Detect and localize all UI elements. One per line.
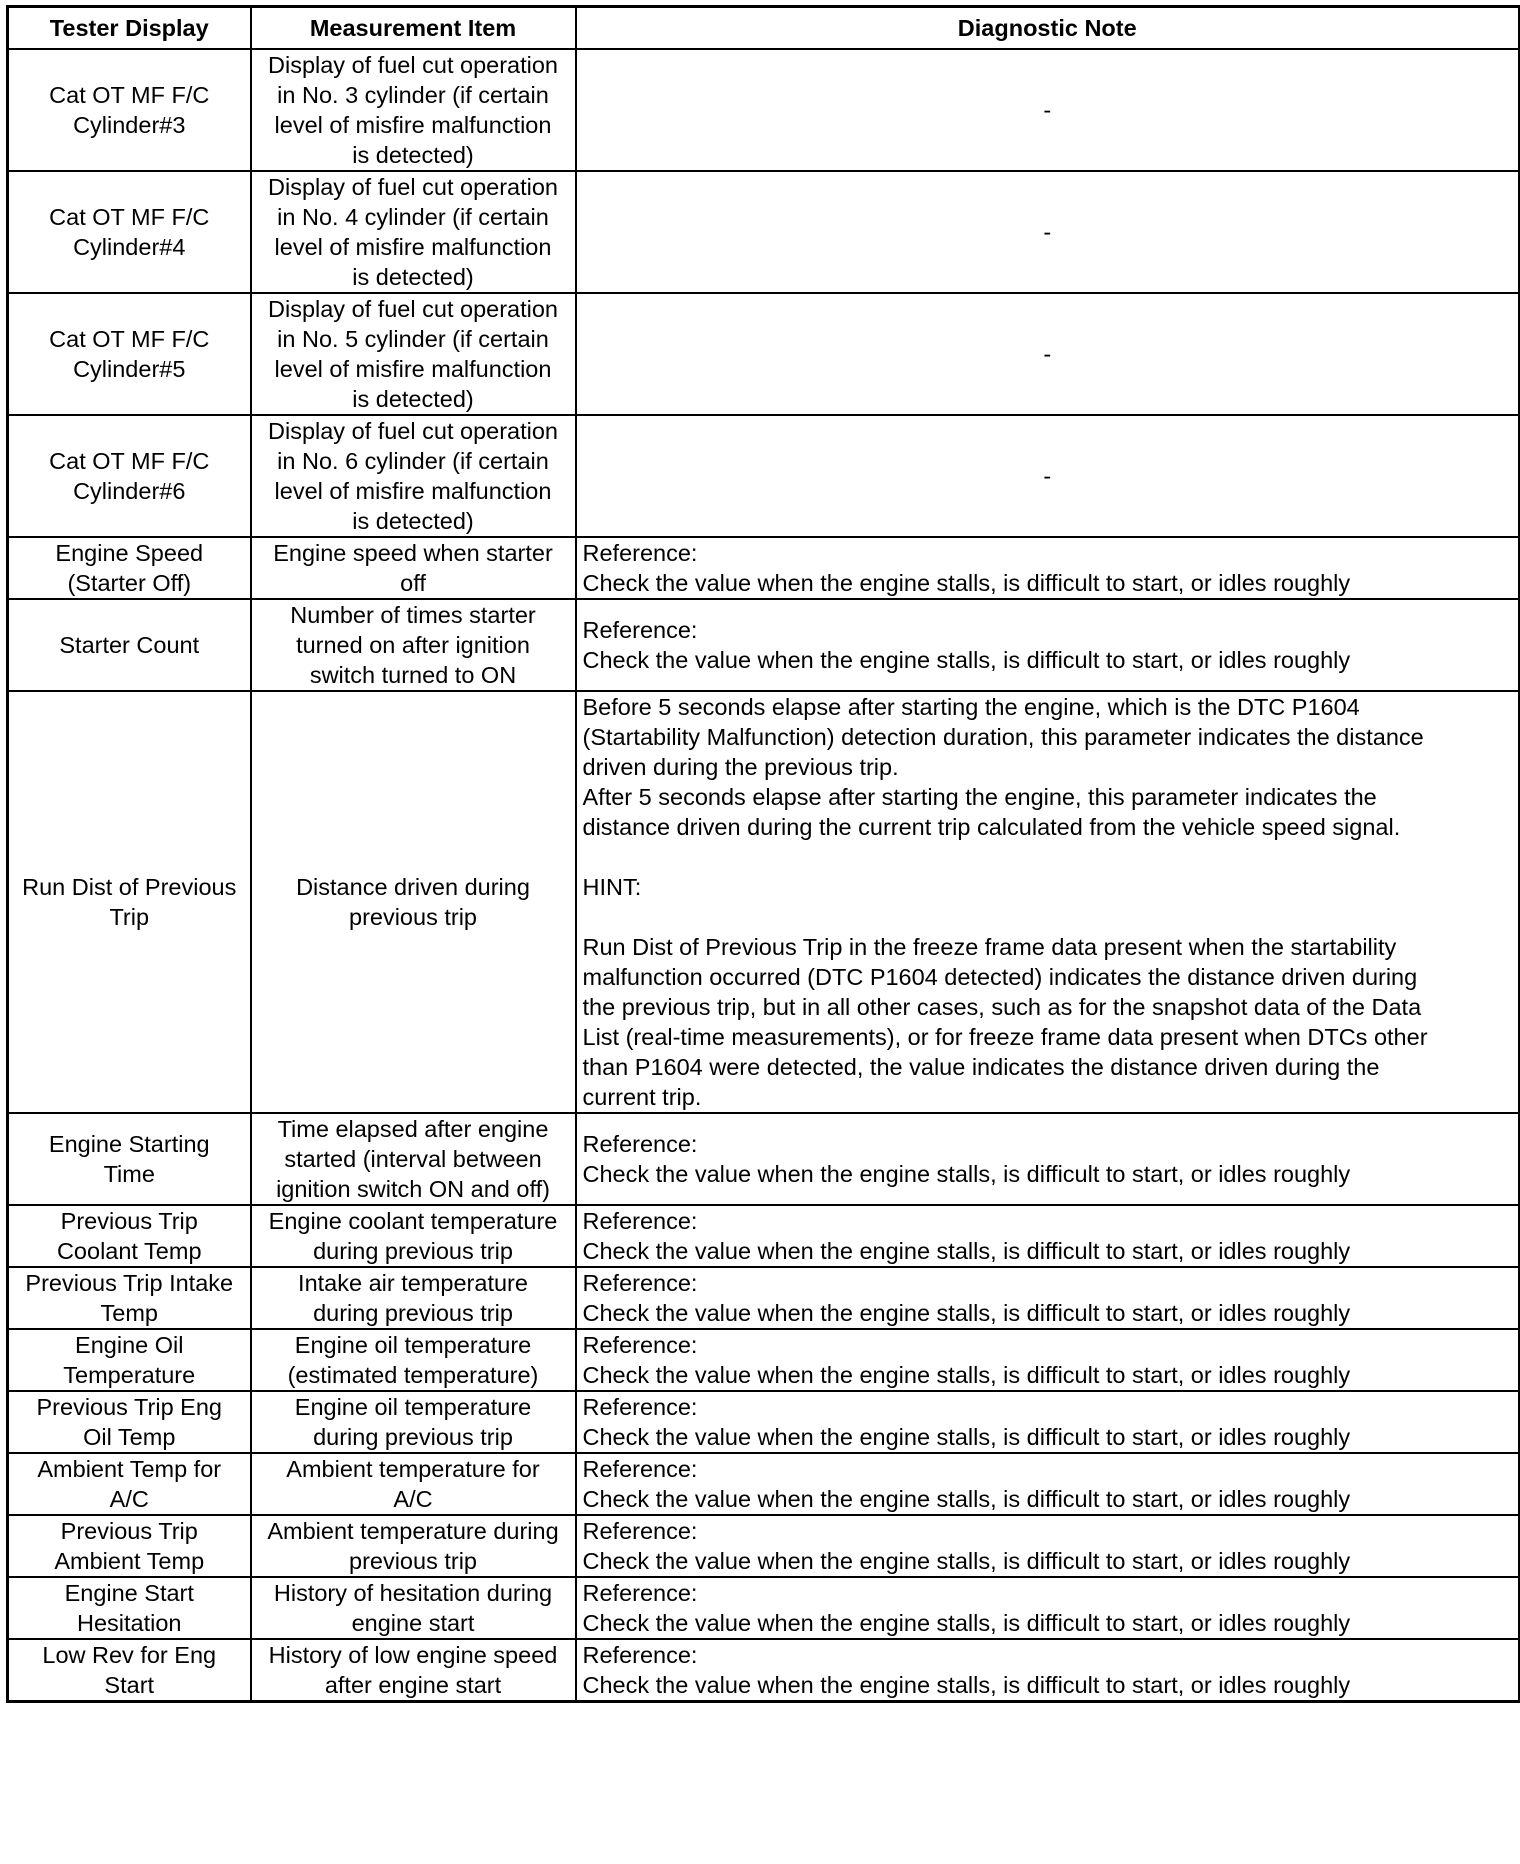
tester-display-cell-line: Ambient Temp	[54, 1548, 205, 1574]
diagnostic-note-cell-line: Check the value when the engine stalls, is difficult to start, or idles roughly	[582, 1610, 1351, 1636]
tester-display-cell-line: Engine Speed	[55, 540, 204, 566]
measurement-item-cell-line: previous trip	[349, 904, 477, 930]
tester-display-cell-line: Cat OT MF F/C	[49, 82, 210, 108]
diagnostic-note-cell	[576, 1391, 1520, 1453]
data-list-table-container	[6, 5, 1520, 1703]
measurement-item-cell-line: started (interval between	[284, 1146, 542, 1172]
measurement-item-cell	[251, 1515, 576, 1577]
tester-display-cell-line: Engine Starting	[48, 1131, 210, 1157]
diagnostic-note-cell-line: Check the value when the engine stalls, is difficult to start, or idles roughly	[582, 570, 1351, 596]
tester-display-cell-line: Engine Start	[64, 1580, 194, 1606]
diagnostic-note-cell-line: HINT:	[582, 874, 642, 900]
measurement-item-cell	[251, 1453, 576, 1515]
measurement-item-cell	[251, 293, 576, 415]
measurement-item-cell-line: after engine start	[324, 1672, 502, 1698]
tester-display-cell-line: Oil Temp	[83, 1424, 176, 1450]
diagnostic-note-cell-line: Check the value when the engine stalls, is difficult to start, or idles roughly	[582, 1672, 1351, 1698]
measurement-item-cell-line: level of misfire malfunction	[274, 356, 552, 382]
measurement-item-cell-line: in No. 5 cylinder (if certain	[277, 326, 549, 352]
measurement-item-cell-line: level of misfire malfunction	[274, 234, 552, 260]
measurement-item-cell-line: Number of times starter	[290, 602, 536, 628]
diagnostic-note-cell	[576, 1113, 1520, 1205]
table-row	[8, 171, 1520, 293]
diagnostic-note-cell-line: current trip.	[582, 1084, 702, 1110]
measurement-item-cell-line: History of low engine speed	[268, 1642, 558, 1668]
diagnostic-note-cell-line: -	[1043, 341, 1052, 367]
diagnostic-note-cell-line: Reference:	[582, 617, 698, 643]
measurement-item-cell	[251, 1329, 576, 1391]
measurement-item-cell-line: History of hesitation during	[273, 1580, 553, 1606]
diagnostic-note-cell-line: -	[1043, 97, 1052, 123]
measurement-item-cell-line: turned on after ignition	[296, 632, 530, 658]
diagnostic-note-cell-line: Reference:	[582, 1332, 698, 1358]
diagnostic-note-cell-line: (Startability Malfunction) detection duration, this parameter indicates the distance	[582, 724, 1424, 750]
table-row	[8, 1329, 1520, 1391]
table-row	[8, 1577, 1520, 1639]
diagnostic-note-cell	[576, 1577, 1520, 1639]
diagnostic-note-cell-line: Reference:	[582, 1580, 698, 1606]
table-row	[8, 1267, 1520, 1329]
measurement-item-cell-line: in No. 3 cylinder (if certain	[277, 82, 549, 108]
tester-display-cell-line: Temp	[100, 1300, 158, 1326]
table-row	[8, 1205, 1520, 1267]
diagnostic-note-cell	[576, 1329, 1520, 1391]
tester-display-cell	[8, 1453, 251, 1515]
measurement-item-cell-line: is detected)	[352, 386, 474, 412]
diagnostic-note-cell-line: Check the value when the engine stalls, is difficult to start, or idles roughly	[582, 1238, 1351, 1264]
measurement-item-cell-line: previous trip	[349, 1548, 477, 1574]
measurement-item-cell-line: Display of fuel cut operation	[268, 174, 558, 200]
table-body	[8, 49, 1520, 1702]
measurement-item-cell-line: Engine oil temperature	[294, 1394, 532, 1420]
measurement-item-cell	[251, 1639, 576, 1702]
diagnostic-note-cell-line: List (real-time measurements), or for freeze frame data present when DTCs other	[582, 1024, 1428, 1050]
tester-display-cell	[8, 599, 251, 691]
measurement-item-cell-line: Display of fuel cut operation	[268, 418, 558, 444]
measurement-item-cell-line: Engine oil temperature	[294, 1332, 532, 1358]
diagnostic-note-cell-line: Reference:	[582, 1131, 698, 1157]
tester-display-cell-line: Cat OT MF F/C	[49, 204, 210, 230]
measurement-item-cell	[251, 691, 576, 1113]
data-list-table	[6, 5, 1520, 1703]
blank-line	[583, 902, 1513, 932]
table-row	[8, 1515, 1520, 1577]
tester-display-cell-line: Previous Trip	[60, 1518, 198, 1544]
tester-display-cell-line: Ambient Temp for	[37, 1456, 222, 1482]
diagnostic-note-cell	[576, 171, 1520, 293]
diagnostic-note-cell-line: Check the value when the engine stalls, is difficult to start, or idles roughly	[582, 1486, 1351, 1512]
tester-display-cell-line: Start	[104, 1672, 155, 1698]
measurement-item-cell-line: switch turned to ON	[309, 662, 517, 688]
tester-display-cell-line: Previous Trip Intake	[25, 1270, 234, 1296]
table-row	[8, 49, 1520, 171]
tester-display-cell-line: Temperature	[63, 1362, 196, 1388]
measurement-item-cell-line: in No. 4 cylinder (if certain	[277, 204, 549, 230]
tester-display-cell	[8, 691, 251, 1113]
measurement-item-cell-line: is detected)	[352, 264, 474, 290]
diagnostic-note-cell-line: Check the value when the engine stalls, is difficult to start, or idles roughly	[582, 1424, 1351, 1450]
measurement-item-cell	[251, 1577, 576, 1639]
table-row	[8, 1639, 1520, 1702]
measurement-item-cell-line: Engine speed when starter	[273, 540, 553, 566]
tester-display-cell-line: Hesitation	[77, 1610, 182, 1636]
table-row	[8, 1113, 1520, 1205]
measurement-item-cell-line: A/C	[393, 1486, 433, 1512]
tester-display-cell	[8, 1329, 251, 1391]
measurement-item-cell-line: Intake air temperature	[298, 1270, 528, 1296]
tester-display-cell-line: Starter Count	[59, 632, 200, 658]
tester-display-cell	[8, 1639, 251, 1702]
measurement-item-cell-line: Engine coolant temperature	[268, 1208, 558, 1234]
measurement-item-cell	[251, 1267, 576, 1329]
measurement-item-cell	[251, 537, 576, 599]
tester-display-cell	[8, 293, 251, 415]
tester-display-cell-line: Previous Trip	[60, 1208, 198, 1234]
table-row	[8, 537, 1520, 599]
tester-display-cell-line: Time	[103, 1161, 155, 1187]
table-row	[8, 293, 1520, 415]
tester-display-cell-line: Run Dist of Previous	[22, 874, 237, 900]
tester-display-cell-line: Low Rev for Eng	[42, 1642, 217, 1668]
tester-display-cell	[8, 171, 251, 293]
tester-display-cell	[8, 1577, 251, 1639]
measurement-item-cell	[251, 1205, 576, 1267]
tester-display-cell	[8, 1515, 251, 1577]
diagnostic-note-cell-line: Check the value when the engine stalls, is difficult to start, or idles roughly	[582, 1548, 1351, 1574]
table-row	[8, 691, 1520, 1113]
tester-display-cell	[8, 1267, 251, 1329]
tester-display-cell-line: (Starter Off)	[67, 570, 192, 596]
diagnostic-note-cell-line: Reference:	[582, 1208, 698, 1234]
header-measurement-item: Measurement Item	[251, 7, 576, 50]
diagnostic-note-cell	[576, 1205, 1520, 1267]
diagnostic-note-cell-line: After 5 seconds elapse after starting the engine, this parameter indicates the	[582, 784, 1377, 810]
tester-display-cell	[8, 1391, 251, 1453]
measurement-item-cell-line: is detected)	[352, 508, 474, 534]
measurement-item-cell-line: in No. 6 cylinder (if certain	[277, 448, 549, 474]
measurement-item-cell-line: during previous trip	[313, 1424, 513, 1450]
tester-display-cell-line: Cat OT MF F/C	[49, 448, 210, 474]
table-row	[8, 1391, 1520, 1453]
diagnostic-note-cell-line: -	[1043, 463, 1052, 489]
measurement-item-cell-line: level of misfire malfunction	[274, 478, 552, 504]
diagnostic-note-cell	[576, 49, 1520, 171]
diagnostic-note-cell-line: Check the value when the engine stalls, is difficult to start, or idles roughly	[582, 1362, 1351, 1388]
diagnostic-note-cell-line: Reference:	[582, 1270, 698, 1296]
diagnostic-note-cell	[576, 415, 1520, 537]
measurement-item-cell-line: Ambient temperature during	[267, 1518, 559, 1544]
measurement-item-cell-line: Display of fuel cut operation	[268, 296, 558, 322]
diagnostic-note-cell	[576, 1515, 1520, 1577]
measurement-item-cell-line: Display of fuel cut operation	[268, 52, 558, 78]
header-tester-display: Tester Display	[8, 7, 251, 50]
measurement-item-cell-line: is detected)	[352, 142, 474, 168]
measurement-item-cell-line: Distance driven during	[296, 874, 530, 900]
diagnostic-note-cell	[576, 293, 1520, 415]
table-row	[8, 599, 1520, 691]
measurement-item-cell	[251, 599, 576, 691]
measurement-item-cell-line: level of misfire malfunction	[274, 112, 552, 138]
measurement-item-cell	[251, 415, 576, 537]
blank-line	[583, 842, 1513, 872]
diagnostic-note-cell-line: Reference:	[582, 1394, 698, 1420]
tester-display-cell-line: Cylinder#3	[73, 112, 186, 138]
tester-display-cell	[8, 49, 251, 171]
diagnostic-note-cell	[576, 1453, 1520, 1515]
tester-display-cell	[8, 537, 251, 599]
tester-display-cell	[8, 1113, 251, 1205]
diagnostic-note-cell-line: the previous trip, but in all other cases, such as for the snapshot data of the Data	[582, 994, 1422, 1020]
table-row	[8, 1453, 1520, 1515]
diagnostic-note-cell-line: Reference:	[582, 1456, 698, 1482]
diagnostic-note-cell-line: malfunction occurred (DTC P1604 detected) indicates the distance driven during	[582, 964, 1418, 990]
diagnostic-note-cell-line: driven during the previous trip.	[582, 754, 899, 780]
diagnostic-note-cell-line: Run Dist of Previous Trip in the freeze frame data present when the startability	[582, 934, 1397, 960]
table-row	[8, 415, 1520, 537]
measurement-item-cell	[251, 49, 576, 171]
diagnostic-note-cell	[576, 691, 1520, 1113]
measurement-item-cell-line: during previous trip	[313, 1238, 513, 1264]
tester-display-cell-line: Cat OT MF F/C	[49, 326, 210, 352]
diagnostic-note-cell-line: Reference:	[582, 1642, 698, 1668]
measurement-item-cell-line: ignition switch ON and off)	[276, 1176, 550, 1202]
tester-display-cell-line: Coolant Temp	[56, 1238, 202, 1264]
measurement-item-cell-line: (estimated temperature)	[287, 1362, 539, 1388]
diagnostic-note-cell	[576, 1267, 1520, 1329]
diagnostic-note-cell	[576, 537, 1520, 599]
tester-display-cell-line: Trip	[109, 904, 150, 930]
diagnostic-note-cell-line: Reference:	[582, 1518, 698, 1544]
measurement-item-cell	[251, 171, 576, 293]
diagnostic-note-cell	[576, 1639, 1520, 1702]
diagnostic-note-cell-line: Check the value when the engine stalls, is difficult to start, or idles roughly	[582, 1161, 1351, 1187]
diagnostic-note-cell-line: distance driven during the current trip calculated from the vehicle speed signal.	[582, 814, 1401, 840]
tester-display-cell-line: Cylinder#4	[73, 234, 186, 260]
diagnostic-note-cell-line: Check the value when the engine stalls, is difficult to start, or idles roughly	[582, 1300, 1351, 1326]
tester-display-cell-line: Cylinder#5	[73, 356, 186, 382]
tester-display-cell-line: Engine Oil	[75, 1332, 184, 1358]
tester-display-cell	[8, 1205, 251, 1267]
diagnostic-note-cell-line: Reference:	[582, 540, 698, 566]
tester-display-cell-line: A/C	[109, 1486, 149, 1512]
measurement-item-cell	[251, 1391, 576, 1453]
measurement-item-cell-line: Ambient temperature for	[286, 1456, 540, 1482]
measurement-item-cell-line: during previous trip	[313, 1300, 513, 1326]
diagnostic-note-cell-line: than P1604 were detected, the value indicates the distance driven during the	[582, 1054, 1380, 1080]
measurement-item-cell	[251, 1113, 576, 1205]
measurement-item-cell-line: Time elapsed after engine	[277, 1116, 549, 1142]
tester-display-cell-line: Cylinder#6	[73, 478, 186, 504]
measurement-item-cell-line: engine start	[351, 1610, 475, 1636]
diagnostic-note-cell-line: Check the value when the engine stalls, is difficult to start, or idles roughly	[582, 647, 1351, 673]
header-row	[8, 7, 1520, 50]
tester-display-cell-line: Previous Trip Eng	[36, 1394, 222, 1420]
tester-display-cell	[8, 415, 251, 537]
header-diagnostic-note: Diagnostic Note	[576, 7, 1520, 50]
diagnostic-note-cell	[576, 599, 1520, 691]
measurement-item-cell-line: off	[400, 570, 426, 596]
diagnostic-note-cell-line: Before 5 seconds elapse after starting the engine, which is the DTC P1604	[582, 694, 1360, 720]
diagnostic-note-cell-line: -	[1043, 219, 1052, 245]
